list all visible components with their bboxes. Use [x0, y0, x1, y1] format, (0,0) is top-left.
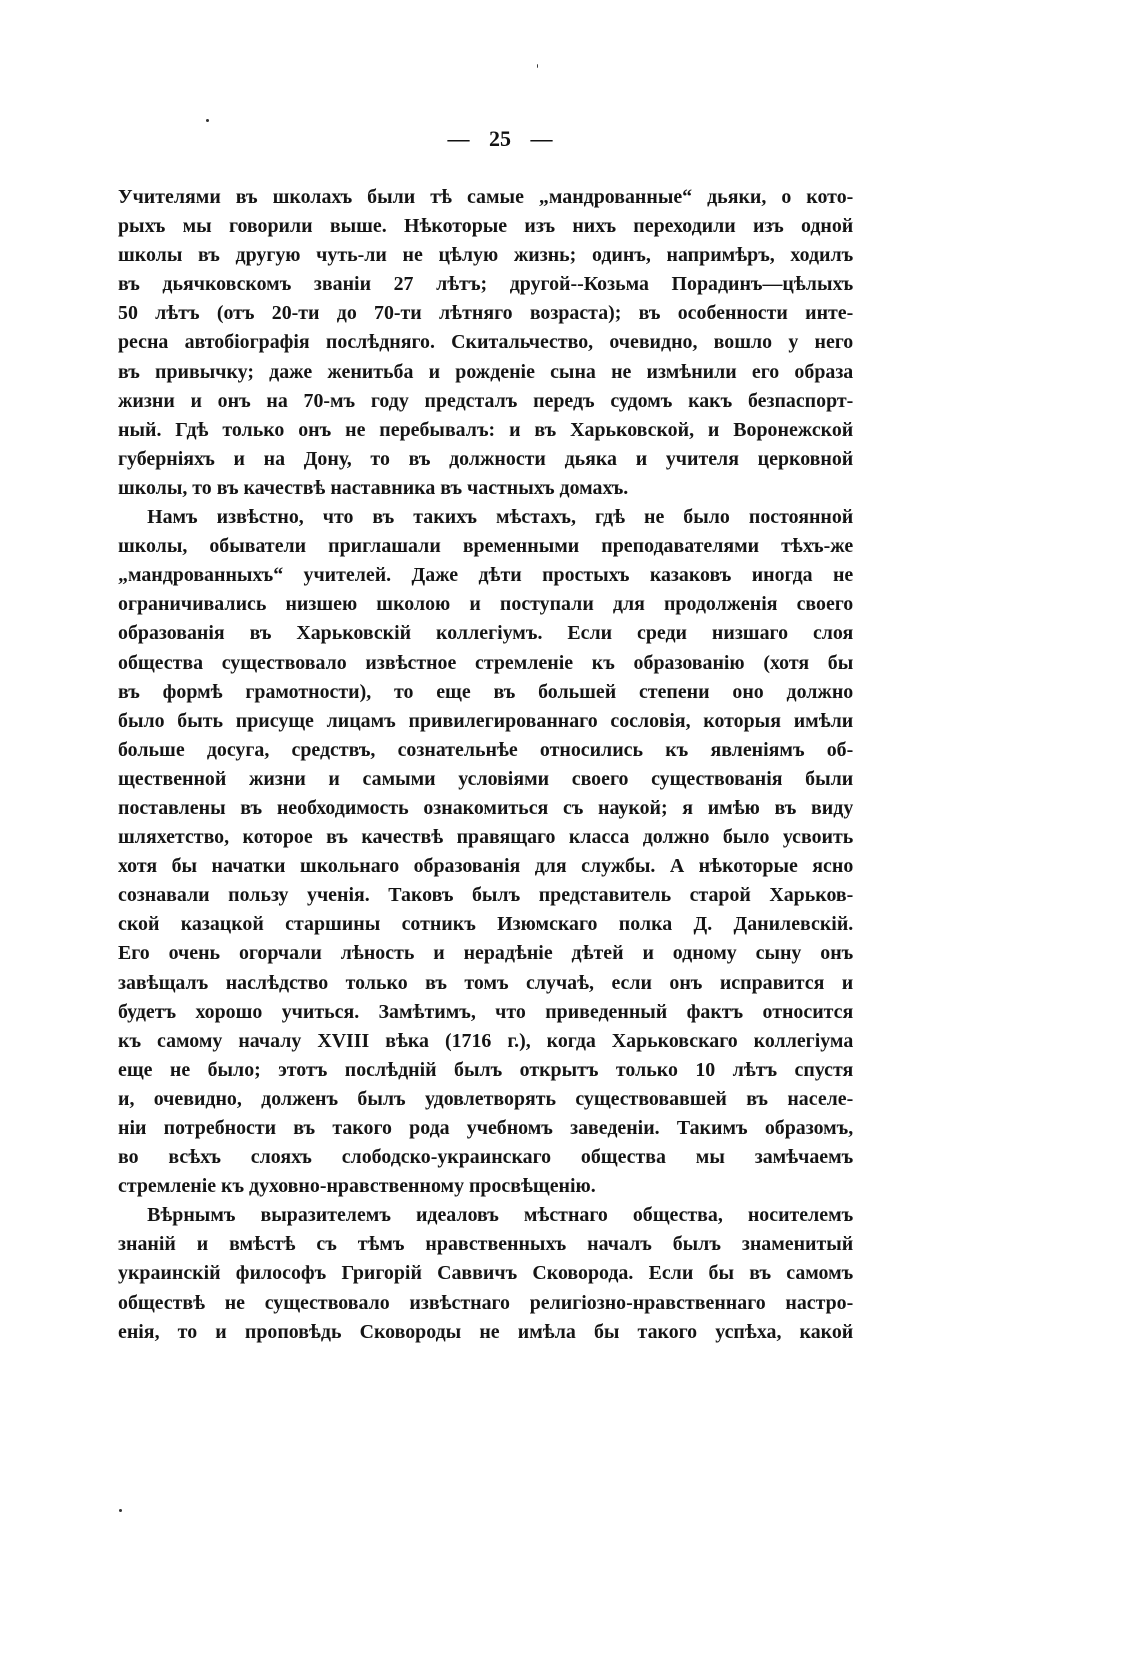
text-line: ограничивались низшею школою и поступали для продолженія своего	[118, 593, 854, 616]
text-line: образованія въ Харьковскій коллегіумъ. Если среди низшаго слоя	[118, 622, 854, 645]
paragraph	[118, 183, 876, 503]
text-line: обществѣ не существовало извѣстнаго религіозно-нравственнаго настро-	[118, 1291, 854, 1314]
text-line: поставлены въ необходимость ознакомиться съ наукой; я имѣю въ виду	[118, 796, 854, 819]
text-line: енія, то и проповѣдь Сковороды не имѣла бы такого успѣха, какой	[118, 1320, 854, 1343]
text-line: 50 лѣтъ (отъ 20-ти до 70-ти лѣтняго возраста); въ особенности инте-	[118, 302, 854, 325]
text-line: въ привычку; даже женитьба и рожденіе сына не измѣнили его образа	[118, 360, 854, 383]
paragraph	[118, 503, 876, 1201]
text-line: Вѣрнымъ выразителемъ идеаловъ мѣстнаго общества, носителемъ	[147, 1204, 854, 1227]
text-line: въ формѣ грамотности), то еще въ большей степени оно должно	[118, 680, 854, 703]
text-line: стремленіе къ духовно-нравственному просвѣщенію.	[118, 1175, 596, 1198]
page-number: — 25 —	[447, 126, 553, 151]
text-line: щественной жизни и самыми условіями своего существованія были	[118, 767, 854, 790]
text-line: знаній и вмѣстѣ съ тѣмъ нравственныхъ началъ былъ знаменитый	[118, 1233, 854, 1256]
text-line: школы, обыватели приглашали временными преподавателями тѣхъ-же	[118, 535, 854, 558]
text-line: и, очевидно, долженъ былъ удовлетворять существовавшей въ населе-	[118, 1087, 854, 1110]
text-line: еще не было; этотъ послѣдній былъ открытъ только 10 лѣтъ спустя	[118, 1058, 854, 1081]
text-line: было быть присуще лицамъ привилегированнаго сословія, которыя имѣли	[118, 709, 854, 732]
text-line: къ самому началу XVIII вѣка (1716 г.), когда Харьковскаго коллегіума	[118, 1029, 854, 1052]
text-line: ніи потребности въ такого рода учебномъ заведеніи. Такимъ образомъ,	[118, 1117, 854, 1139]
text-line: шляхетство, которое въ качествѣ правящаго класса должно было усвоить	[118, 826, 854, 849]
text-line: завѣщалъ наслѣдство только въ томъ случаѣ, если онъ исправится и	[118, 971, 854, 994]
scan-speck	[119, 1509, 122, 1512]
text-line: ской казацкой старшины сотникъ Изюмскаго полка Д. Данилевскій.	[118, 913, 854, 936]
body-text	[118, 183, 876, 1347]
text-line: сознавали пользу ученія. Таковъ былъ представитель старой Харьков-	[118, 884, 854, 907]
text-line: больше досуга, средствъ, сознательнѣе относились къ явленіямъ об-	[118, 738, 854, 761]
paragraph	[118, 1201, 876, 1346]
text-line: Учителями въ школахъ были тѣ самые „мандрованные“ дьяки, о кото-	[118, 186, 854, 208]
text-line: школы, то въ качествѣ наставника въ частныхъ домахъ.	[118, 476, 629, 499]
text-line: будетъ хорошо учиться. Замѣтимъ, что приведенный фактъ относится	[118, 1000, 854, 1023]
text-line: школы въ другую чуть-ли не цѣлую жизнь; одинъ, напримѣръ, ходилъ	[118, 244, 854, 267]
text-line: во всѣхъ слояхъ слободско-украинскаго общества мы замѣчаемъ	[118, 1146, 854, 1169]
text-line: ный. Гдѣ только онъ не перебывалъ: и въ Харьковской, и Воронежской	[118, 418, 854, 441]
text-line: Его очень огорчали лѣность и нерадѣніе дѣтей и одному сыну онъ	[118, 942, 854, 965]
text-line: украинскій философъ Григорій Саввичъ Сковорода. Если бы въ самомъ	[118, 1262, 854, 1285]
text-line: „мандрованныхъ“ учителей. Даже дѣти простыхъ казаковъ иногда не	[118, 564, 854, 587]
scan-speck	[537, 64, 538, 68]
text-line: Намъ извѣстно, что въ такихъ мѣстахъ, гдѣ не было постоянной	[147, 506, 854, 529]
text-line: жизни и онъ на 70-мъ году предсталъ передъ судомъ какъ безпаспорт-	[118, 389, 854, 412]
text-line: хотя бы начатки школьнаго образованія для службы. А нѣкоторые ясно	[118, 855, 854, 878]
text-line: въ дьячковскомъ званіи 27 лѣтъ; другой--Козьма Порадинъ—цѣлыхъ	[118, 273, 854, 296]
text-line: ресна автобіографія послѣдняго. Скитальчество, очевидно, вошло у него	[118, 331, 854, 354]
scan-speck	[206, 119, 209, 122]
text-line: общества существовало извѣстное стремленіе къ образованію (хотя бы	[118, 651, 854, 674]
text-line: губерніяхъ и на Дону, то въ должности дьяка и учителя церковной	[118, 447, 854, 470]
text-line: рыхъ мы говорили выше. Нѣкоторые изъ нихъ переходили изъ одной	[118, 215, 854, 238]
